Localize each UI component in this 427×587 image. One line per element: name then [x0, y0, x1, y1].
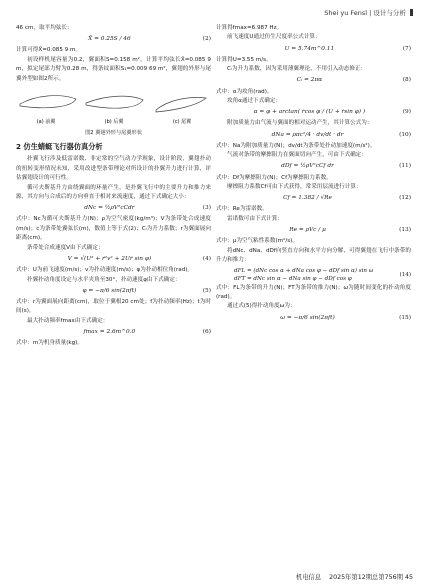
- running-header: [324, 8, 413, 17]
- figure-label-a: (a) 前翼: [36, 119, 56, 126]
- equation-number: (10): [399, 131, 411, 138]
- paragraph: 计算得U=3.55 m/s。: [216, 56, 272, 63]
- paragraph: 式中：m为机身质量(kg)。: [16, 340, 83, 347]
- equation-2: [16, 33, 211, 46]
- paragraph: 式中：U为前飞速度(m/s)；v为扑动速度(m/s)；φ为扑动相位角(rad)。: [16, 267, 194, 274]
- paragraph: 气流对条带的摩擦阻力在翼面切向产生，可由下式确定：: [227, 152, 367, 159]
- paragraph: 初设样机尾容量为0.2，翼面积S=0.158 m²，计算平均弦长X̄=0.085 9 m，拟定尾部力臂为0.28 m，得条纹面积S₁=0.009 69 m²，翼翅的外形与尾翼外型如图2所示。: [16, 56, 211, 82]
- paragraph: 式中：FL为条带的升力(N)；FT为条带的推力(N)；ω为随时间变化的扑动角度(rad)。: [216, 284, 411, 300]
- equation-number: (15): [399, 314, 411, 321]
- equation-3: [16, 202, 211, 215]
- header-section: 设计与分析: [373, 9, 406, 17]
- equation-number: (11): [399, 163, 411, 170]
- equation-body: dNc = ½ρV²cCdr: [84, 205, 135, 212]
- paragraph: 前飞速度U通过仿生尺度率公式计算：: [227, 34, 321, 41]
- equation-10: [216, 129, 411, 142]
- paragraph: 式中：Nc为循可夫斯基升力(N)；ρ为空气密度(kg/m³)；V为条带处合成速度(m/s)；c为条带处翼弦长(m)，数值上等于式(2)；Cᵢ为升力系数；r为翼面展向距离(cm)。: [16, 216, 211, 242]
- equation-number: (14): [399, 271, 411, 278]
- page-footer: [296, 572, 413, 581]
- equation-number: (3): [202, 205, 211, 212]
- section-heading: 2 仿生蜻蜓飞行器仿真分析: [16, 142, 103, 152]
- paragraph: 条带处合成速度V由下式确定：: [27, 244, 104, 251]
- paragraph: 式中：α为攻角(rad)。: [216, 88, 273, 95]
- header-authors: Shei yu Fensl: [324, 9, 368, 17]
- paragraph: 计算可得X̄=0.085 9 m。: [16, 47, 82, 54]
- equation-13: [216, 224, 411, 237]
- paragraph: 式中：μ为空气粘性系数(m²/s)。: [216, 238, 298, 245]
- figure-label-b: (b) 后翼: [104, 119, 124, 126]
- equation-body: [216, 267, 373, 283]
- equation-14: [216, 267, 411, 283]
- rear-wing-shape: [86, 96, 143, 108]
- equation-number: (6): [202, 328, 211, 335]
- figure-caption: 图2 翼翅外形与尾翼形状: [85, 130, 142, 137]
- issue-info: 2025年第12期总第756期: [329, 574, 403, 581]
- equation-body: ω = −π/6 sin(2πft): [280, 314, 335, 321]
- equation-8: [216, 75, 411, 88]
- equation-number: (5): [202, 287, 211, 294]
- equation-body: U = 5.74m^0.11: [284, 45, 335, 52]
- equation-15: [216, 312, 411, 325]
- figure-2: [16, 88, 211, 138]
- paragraph: 最大扑动频率fmax由下式确定：: [27, 317, 109, 324]
- paragraph: 通过式(5)得扑动角度ω为：: [227, 303, 296, 310]
- equation-number: (4): [202, 255, 211, 262]
- paragraph: 循可夫斯基升力由绕翼面的环量产生，是扑翼飞行中的主要升力和推力来源，其方向与合成后的方向垂直于相对来流速度，通过下式确定大小：: [16, 184, 211, 201]
- paragraph: 攻角α通过下式确定：: [227, 98, 282, 105]
- equation-body: Cᵢ = 2πα: [296, 77, 323, 84]
- paragraph: 摩擦阻力系数Cf可由下式获得，常采用层流进行计算：: [227, 184, 362, 191]
- journal-name: 机电信息: [295, 574, 322, 581]
- paragraph: 式中：Df为摩擦阻力(N)；Cf为摩擦阻力系数。: [216, 174, 332, 181]
- figure-label-c: (c) 尾翼: [172, 119, 192, 126]
- equation-body: α = φ + arctan( ṙcos φ / (U + ṙsin φ) ): [253, 109, 366, 116]
- equation-body: Cf = 1.382 / √Re: [283, 195, 332, 202]
- equation-line: dFT = dNc sin α − dNa sin φ − dDf cos φ: [234, 275, 352, 282]
- paragraph: 计算得fmax=6.987 Hz。: [216, 25, 283, 31]
- equation-body: X̄ = 0.25S / 46: [88, 36, 131, 43]
- paragraph: 扑翼扑动角度设定与水平夹角至30°，扑动速度φ由下式确定：: [27, 276, 181, 283]
- page-number: 45: [404, 574, 413, 581]
- equation-number: (13): [399, 227, 411, 234]
- paragraph: 式中：Na为附加质量力(N)；dv/dt为条带处扑动加速度(m/s²)。: [216, 142, 376, 149]
- equation-7: [216, 43, 411, 56]
- left-column: [16, 24, 211, 349]
- equation-line: dFL = (dNc cos α + dNa cos φ − dDf sin α) sin ω: [234, 267, 374, 274]
- paragraph: 扑翼飞行涉及低雷诺数、非定常的空气动力学现象，设计阶段，翼翅扑动的扭转变形情况未知，采用改进型条带理论对所设计的扑翼升力进行计算，评估翼翅设计的可行性。: [16, 156, 211, 182]
- equation-11: [216, 161, 411, 174]
- equation-12: [216, 192, 411, 205]
- paragraph: 附加质量力由气流与翼面的相对运动产生，其计算公式为：: [227, 120, 373, 127]
- equation-body: φ = −π/6 sin(2πft): [82, 287, 137, 294]
- header-bar-icon: [410, 9, 413, 16]
- equation-number: (7): [402, 45, 411, 52]
- paragraph: 将dNc、dNa、dDf向竖直方向和水平方向分解，可得翼翅在飞行中条带的升力和推力：: [216, 247, 411, 264]
- header-divider: |: [369, 9, 374, 17]
- equation-body: dNa = ρπc²/4 · dv/dt · dr: [271, 131, 344, 138]
- paragraph: 式中：r为翼面展向距离(cm)，取位于翼根20 cm处；f为扑动频率(Hz)；t为时间(s)。: [16, 298, 211, 315]
- equation-number: (2): [202, 36, 211, 43]
- equation-number: (9): [402, 109, 411, 116]
- wing-shapes-figure: [16, 88, 211, 128]
- equation-number: (8): [402, 77, 411, 84]
- paragraph: 46 cm，取平均弦长：: [16, 25, 73, 31]
- front-wing-shape: [20, 96, 76, 108]
- equation-5: [16, 285, 211, 298]
- paragraph: Cᵢ为升力系数，因为采用薄翼理论，不用引入动态修正：: [227, 66, 367, 73]
- equation-body: fmax = 2.6m^0.0: [83, 328, 136, 335]
- equation-body: V = √(U² + ṙ²v² + 2Uṙ sin φ): [67, 255, 152, 262]
- equation-number: (12): [399, 195, 411, 202]
- equation-9: [216, 106, 411, 119]
- equation-6: [16, 326, 211, 339]
- right-column: [216, 24, 411, 325]
- paragraph: 雷诺数可由下式计算：: [227, 215, 283, 222]
- equation-4: [16, 253, 211, 266]
- tail-wing-shape: [156, 98, 206, 113]
- paragraph: 式中：Re为雷诺数。: [216, 206, 268, 213]
- equation-body: Re = ρVc / μ: [289, 227, 326, 234]
- equation-body: dDf = ½ρV²cCf dr: [281, 163, 334, 170]
